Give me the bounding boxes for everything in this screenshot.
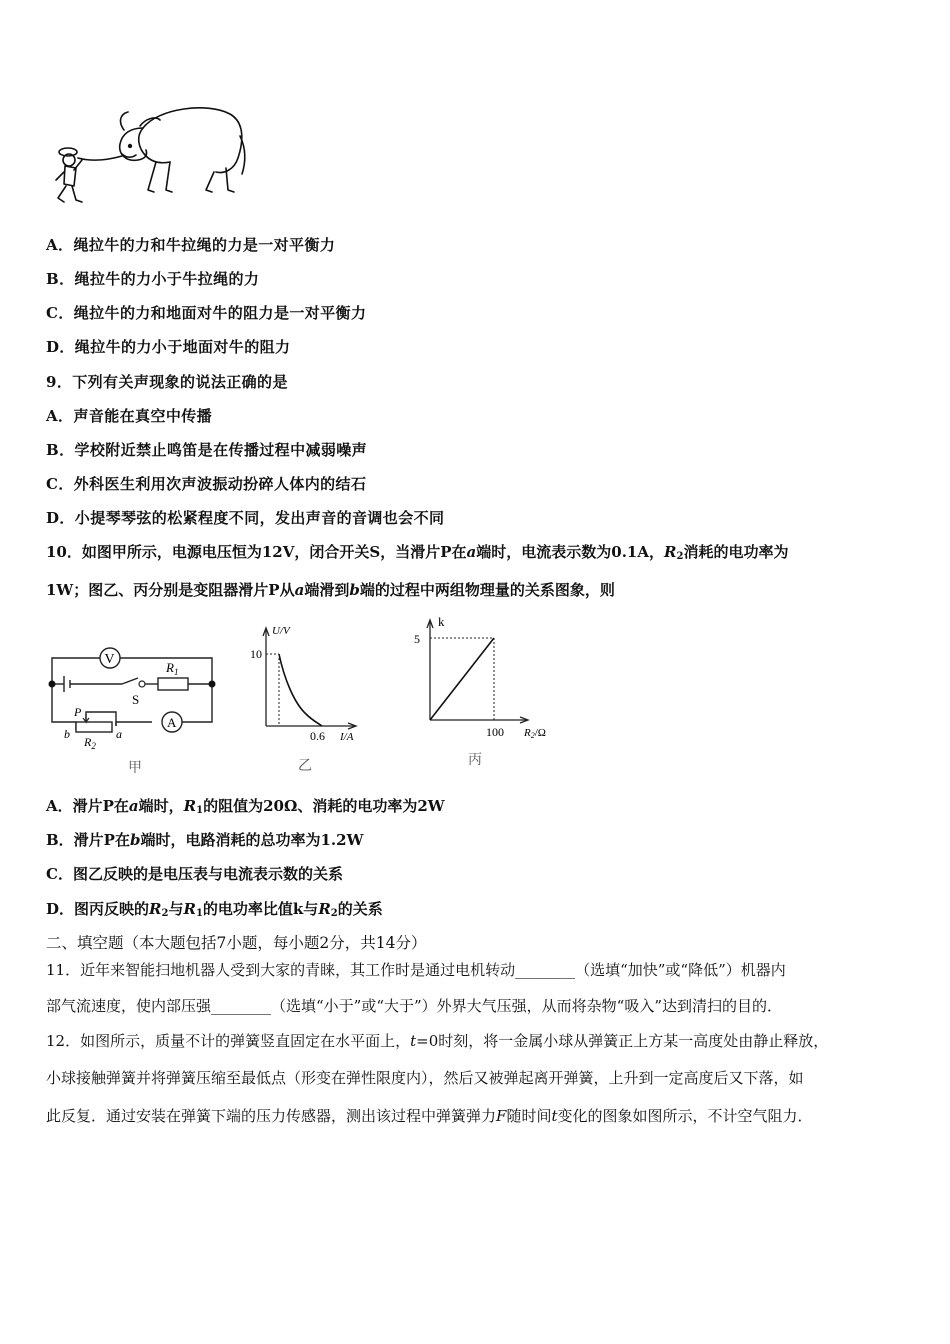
end-b-label: b (64, 727, 70, 741)
q9-option-a: A．声音能在真空中传播 (46, 407, 213, 425)
resistor-r2-label: $R_2$ (84, 735, 96, 751)
resistor-r1-symbol (158, 678, 188, 690)
graph-bing-ytick: 5 (414, 632, 420, 646)
q10-stem-line2: 1W；图乙、丙分别是变阻器滑片P从a端滑到b端的过程中两组物理量的关系图象，则 (46, 581, 615, 599)
boy-pulling-ox-illustration (48, 100, 248, 210)
q10-option-d: D．图丙反映的$R_2$与$R_1$的电功率比值k与$R_2$的关系 (46, 900, 383, 919)
switch-label: S (132, 692, 140, 707)
q8-option-a: A．绳拉牛的力和牛拉绳的力是一对平衡力 (46, 236, 336, 254)
graph-yi-xlabel: I/A (340, 731, 354, 743)
section-heading-fill-blank: 二、填空题（本大题包括7小题，每小题2分，共14分） (46, 934, 427, 952)
q10-option-c: C．图乙反映的是电压表与电流表示数的关系 (46, 865, 343, 883)
graph-bing-caption: 丙 (468, 753, 482, 768)
q12-line3: 此反复．通过安装在弹簧下端的压力传感器，测出该过程中弹簧弹力F随时间t变化的图象如图所示，不计空气阻力． (46, 1107, 813, 1125)
graph-bing-line (430, 638, 494, 720)
graph-bing-xtick: 100 (486, 725, 504, 739)
graph-yi-caption: 乙 (298, 759, 312, 774)
q8-option-d: D．绳拉牛的力小于地面对牛的阻力 (46, 338, 291, 356)
graph-yi-ylabel: U/V (272, 625, 290, 637)
q11-line2: 部气流速度，使内部压强________（选填“小于”或“大于”）外界大气压强，从而将杂物“吸入”达到清扫的目的． (46, 997, 783, 1015)
graph-bing (400, 612, 570, 772)
q9-option-c: C．外科医生利用次声波振动扮碎人体内的结石 (46, 475, 367, 493)
ammeter-label: A (167, 715, 177, 730)
q10-option-b: B．滑片P在b端时，电路消耗的总功率为1.2W (46, 831, 364, 849)
voltmeter-label: V (104, 652, 115, 667)
resistor-r2-symbol (76, 722, 112, 732)
graph-yi-xtick: 0.6 (310, 729, 325, 743)
q11-line1: 11．近年来智能扫地机器人受到大家的青睐，其工作时是通过电机转动________（选填“加快”或“降低”）机器内 (46, 961, 786, 979)
end-a-label: a (116, 727, 122, 741)
graph-bing-ylabel: k (438, 614, 445, 629)
graph-bing-xlabel: R2/Ω (524, 727, 546, 740)
q8-option-b: B．绳拉牛的力小于牛拉绳的力 (46, 270, 260, 288)
circuit-diagram (40, 640, 230, 780)
q10-option-a: A．滑片P在a端时，$R_1$的阻值为20Ω、消耗的电功率为2W (46, 797, 445, 816)
q8-option-c: C．绳拉牛的力和地面对牛的阻力是一对平衡力 (46, 304, 367, 322)
q12-line1: 12．如图所示，质量不计的弹簧竖直固定在水平面上，t=0时刻，将一金属小球从弹簧正上方某一高度处由静止释放， (46, 1032, 829, 1050)
slider-label: P (74, 705, 82, 719)
graph-yi (244, 618, 374, 778)
resistor-r1-label: $R_1$ (166, 660, 179, 677)
q9-option-d: D．小提琴琴弦的松紧程度不同，发出声音的音调也会不同 (46, 509, 445, 527)
graph-yi-curve (279, 654, 322, 726)
figure-jia-caption: 甲 (128, 761, 142, 776)
q10-stem-line1: 10．如图甲所示，电源电压恒为12V，闭合开关S，当滑片P在a端时，电流表示数为0.1A，$R_2$消耗的电功率为 (46, 543, 789, 562)
q9-option-b: B．学校附近禁止鸣笛是在传播过程中减弱噪声 (46, 441, 368, 459)
graph-yi-ytick: 10 (250, 647, 262, 661)
q12-line2: 小球接触弹簧并将弹簧压缩至最低点（形变在弹性限度内），然后又被弹起离开弹簧，上升到一定高度后又下落，如 (46, 1069, 804, 1087)
q9-stem: 9．下列有关声现象的说法正确的是 (46, 373, 288, 391)
